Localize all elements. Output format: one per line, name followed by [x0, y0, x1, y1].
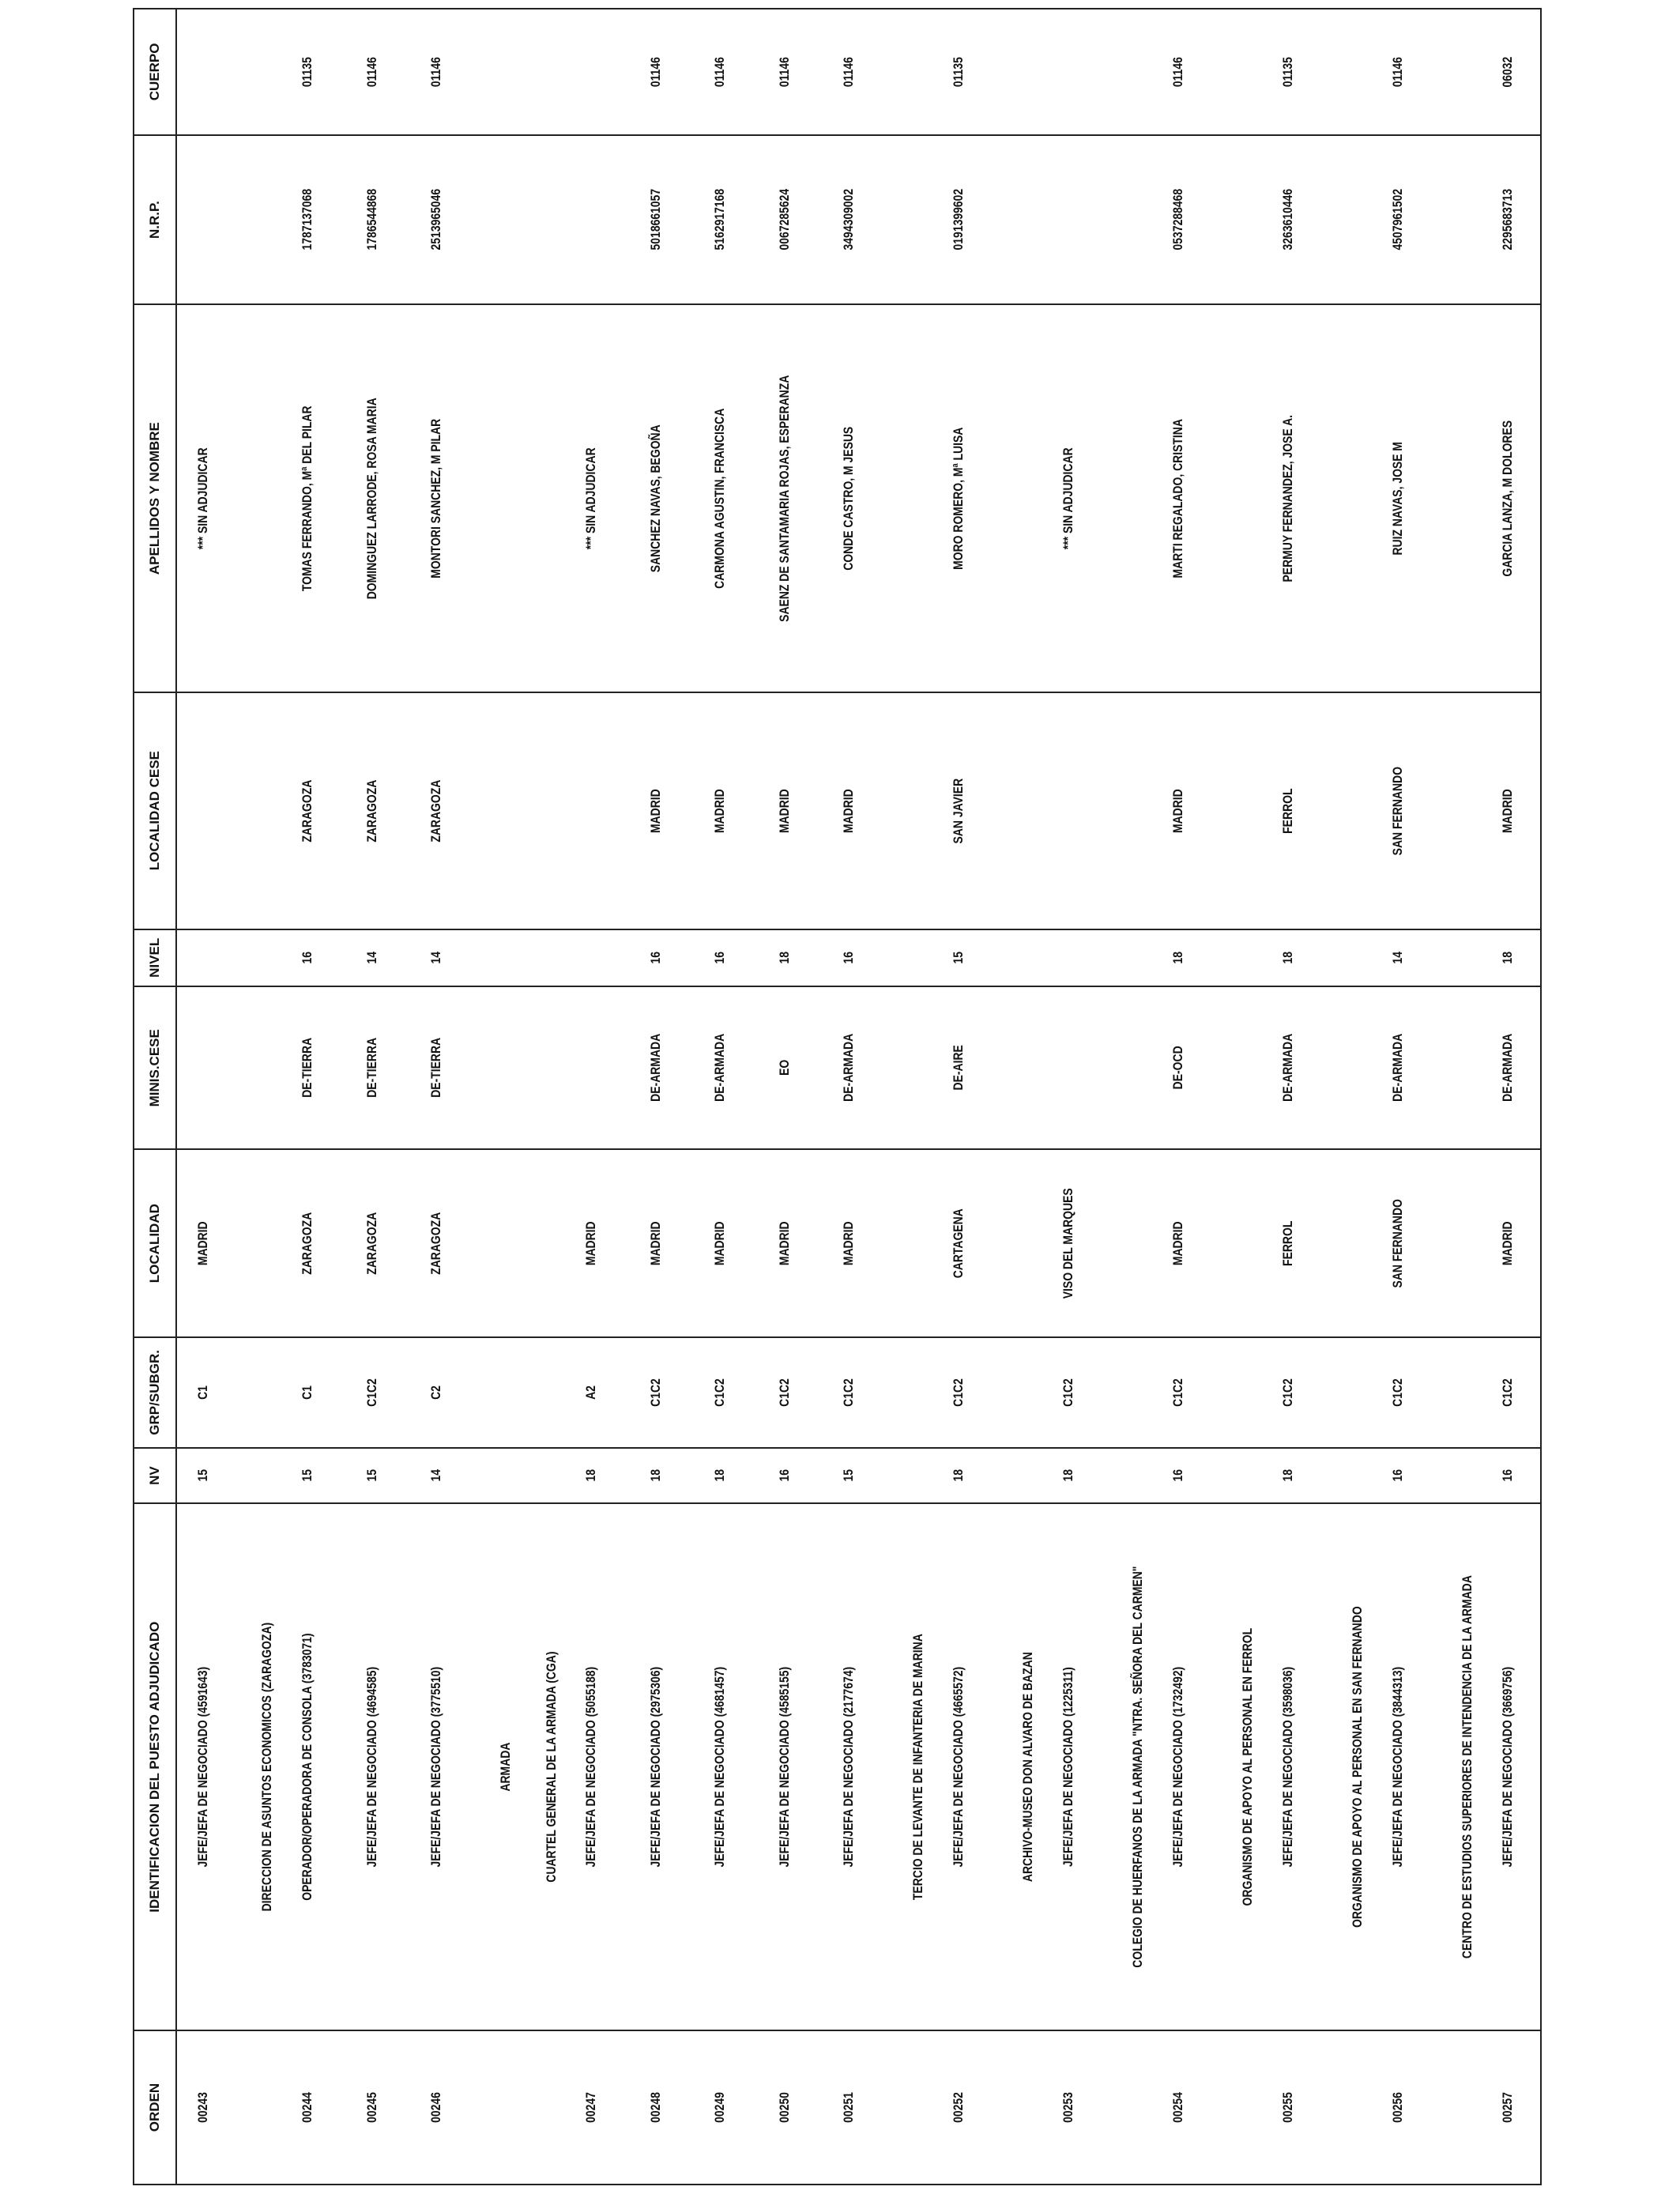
nv-cell: 18 — [1036, 1453, 1101, 1498]
orden-cell: 00256 — [1365, 2045, 1430, 2171]
localidad-cell: MADRID — [176, 1167, 230, 1321]
nrp-cell: 3494309002 — [817, 150, 882, 289]
cuerpo-cell — [176, 20, 230, 123]
nrp-cell — [176, 150, 230, 289]
localidad-cese-cell: FERROL — [1256, 714, 1320, 908]
header-localidad: LOCALIDAD — [134, 1149, 176, 1336]
grp-cell: C2 — [404, 1347, 469, 1438]
puesto-cell: JEFE/JEFA DE NEGOCIADO (2975306) — [623, 1551, 688, 1983]
nombre-cell: *** SIN ADJUDICAR — [176, 340, 230, 658]
grp-cell: C1C2 — [817, 1347, 882, 1438]
grp-cell: C1C2 — [623, 1347, 688, 1438]
org-label: COLEGIO DE HUERFANOS DE LA ARMADA "NTRA. SEÑORA DEL CARMEN" — [1101, 1551, 1146, 1983]
table-row — [688, 9, 753, 2185]
cuerpo-cell: 01135 — [275, 20, 340, 123]
nrp-cell — [559, 150, 624, 289]
puesto-cell: JEFE/JEFA DE NEGOCIADO (3669756) — [1475, 1551, 1541, 1983]
org-row — [230, 9, 275, 2185]
localidad-cese-cell: SAN FERNANDO — [1365, 714, 1430, 908]
table-row — [1256, 9, 1320, 2185]
nv-cell: 16 — [1365, 1453, 1430, 1498]
table-row — [623, 9, 688, 2185]
puesto-cell: JEFE/JEFA DE NEGOCIADO (4585155) — [752, 1551, 817, 1983]
org-row — [469, 9, 514, 2185]
orden-cell: 00244 — [275, 2045, 340, 2171]
org-row — [514, 9, 559, 2185]
nrp-cell: 1786544868 — [340, 150, 405, 289]
nivel-cell: 18 — [1146, 934, 1211, 982]
nivel-cell: 14 — [1365, 934, 1430, 982]
nivel-cell: 18 — [752, 934, 817, 982]
orden-cell: 00253 — [1036, 2045, 1101, 2171]
cuerpo-cell — [559, 20, 624, 123]
nrp-cell: 2513965046 — [404, 150, 469, 289]
nrp-cell: 0067285624 — [752, 150, 817, 289]
localidad-cell: ZARAGOZA — [404, 1167, 469, 1321]
minis-cell: DE-TIERRA — [404, 1001, 469, 1135]
orden-cell: 00257 — [1475, 2045, 1541, 2171]
header-localidad-cese: LOCALIDAD CESE — [134, 692, 176, 929]
nrp-cell: 4507961502 — [1365, 150, 1430, 289]
localidad-cell: ZARAGOZA — [340, 1167, 405, 1321]
header-row — [134, 9, 176, 2185]
minis-cell: DE-TIERRA — [340, 1001, 405, 1135]
rotated-page — [133, 8, 1542, 2185]
grp-cell: A2 — [559, 1347, 624, 1438]
nombre-cell: SANCHEZ NAVAS, BEGOÑA — [623, 340, 688, 658]
cuerpo-cell: 01135 — [926, 20, 991, 123]
puesto-cell: JEFE/JEFA DE NEGOCIADO (2177674) — [817, 1551, 882, 1983]
nv-cell: 15 — [817, 1453, 882, 1498]
nv-cell: 18 — [623, 1453, 688, 1498]
localidad-cell: VISO DEL MARQUES — [1036, 1167, 1101, 1321]
localidad-cese-cell: MADRID — [752, 714, 817, 908]
table-row — [926, 9, 991, 2185]
org-label: ORGANISMO DE APOYO AL PERSONAL EN SAN FERNANDO — [1320, 1551, 1365, 1983]
table-row — [1475, 9, 1541, 2185]
minis-cell — [1036, 1001, 1101, 1135]
cuerpo-cell: 01146 — [404, 20, 469, 123]
localidad-cese-cell — [559, 714, 624, 908]
nv-cell: 18 — [559, 1453, 624, 1498]
table-row — [1365, 9, 1430, 2185]
org-label: ARMADA — [469, 1551, 514, 1983]
localidad-cell: MADRID — [559, 1167, 624, 1321]
nombre-cell: *** SIN ADJUDICAR — [1036, 340, 1101, 658]
localidad-cell: MADRID — [623, 1167, 688, 1321]
orden-cell: 00251 — [817, 2045, 882, 2171]
localidad-cese-cell: ZARAGOZA — [275, 714, 340, 908]
nivel-cell: 14 — [404, 934, 469, 982]
localidad-cese-cell — [1036, 714, 1101, 908]
nivel-cell: 18 — [1475, 934, 1541, 982]
nombre-cell: RUIZ NAVAS, JOSE M — [1365, 340, 1430, 658]
minis-cell: DE-TIERRA — [275, 1001, 340, 1135]
orden-cell: 00255 — [1256, 2045, 1320, 2171]
nrp-cell: 2295683713 — [1475, 150, 1541, 289]
grp-cell: C1 — [176, 1347, 230, 1438]
localidad-cell: ZARAGOZA — [275, 1167, 340, 1321]
localidad-cese-cell: MADRID — [817, 714, 882, 908]
nv-cell: 16 — [1146, 1453, 1211, 1498]
puesto-cell: OPERADOR/OPERADORA DE CONSOLA (3783071) — [275, 1551, 340, 1983]
minis-cell: DE-ARMADA — [623, 1001, 688, 1135]
org-row — [1101, 9, 1146, 2185]
nivel-cell — [1036, 934, 1101, 982]
table-row — [1146, 9, 1211, 2185]
puesto-cell: JEFE/JEFA DE NEGOCIADO (3844313) — [1365, 1551, 1430, 1983]
nivel-cell — [559, 934, 624, 982]
nivel-cell: 15 — [926, 934, 991, 982]
puesto-cell: JEFE/JEFA DE NEGOCIADO (5055188) — [559, 1551, 624, 1983]
cuerpo-cell: 01146 — [340, 20, 405, 123]
cuerpo-cell: 01135 — [1256, 20, 1320, 123]
org-label: ARCHIVO-MUSEO DON ALVARO DE BAZAN — [991, 1551, 1036, 1983]
org-label: ORGANISMO DE APOYO AL PERSONAL EN FERROL — [1211, 1551, 1256, 1983]
localidad-cell: FERROL — [1256, 1167, 1320, 1321]
cuerpo-cell — [1036, 20, 1101, 123]
grp-cell: C1C2 — [1365, 1347, 1430, 1438]
nrp-cell: 1787137068 — [275, 150, 340, 289]
nrp-cell: 3263610446 — [1256, 150, 1320, 289]
grp-cell: C1C2 — [340, 1347, 405, 1438]
nrp-cell: 0537288468 — [1146, 150, 1211, 289]
table-row — [752, 9, 817, 2185]
localidad-cese-cell: MADRID — [1475, 714, 1541, 908]
nombre-cell: CARMONA AGUSTIN, FRANCISCA — [688, 340, 753, 658]
localidad-cese-cell: ZARAGOZA — [404, 714, 469, 908]
minis-cell: DE-ARMADA — [1475, 1001, 1541, 1135]
nv-cell: 18 — [926, 1453, 991, 1498]
orden-cell: 00249 — [688, 2045, 753, 2171]
org-label: TERCIO DE LEVANTE DE INFANTERIA DE MARINA — [881, 1551, 926, 1983]
puesto-cell: JEFE/JEFA DE NEGOCIADO (4681457) — [688, 1551, 753, 1983]
org-label: CENTRO DE ESTUDIOS SUPERIORES DE INTENDENCIA DE LA ARMADA — [1430, 1551, 1475, 1983]
nv-cell: 15 — [340, 1453, 405, 1498]
minis-cell — [559, 1001, 624, 1135]
org-row — [1430, 9, 1475, 2185]
minis-cell: DE-ARMADA — [688, 1001, 753, 1135]
puesto-cell: JEFE/JEFA DE NEGOCIADO (3775510) — [404, 1551, 469, 1983]
orden-cell: 00243 — [176, 2045, 230, 2171]
localidad-cell: MADRID — [817, 1167, 882, 1321]
puesto-cell: JEFE/JEFA DE NEGOCIADO (4694585) — [340, 1551, 405, 1983]
localidad-cell: SAN FERNANDO — [1365, 1167, 1430, 1321]
cuerpo-cell: 01146 — [688, 20, 753, 123]
grp-cell: C1C2 — [1146, 1347, 1211, 1438]
nv-cell: 14 — [404, 1453, 469, 1498]
cuerpo-cell: 01146 — [1146, 20, 1211, 123]
header-nv: NV — [134, 1448, 176, 1504]
localidad-cese-cell: MADRID — [1146, 714, 1211, 908]
org-row — [881, 9, 926, 2185]
localidad-cese-cell: SAN JAVIER — [926, 714, 991, 908]
header-nivel: NIVEL — [134, 929, 176, 987]
minis-cell: DE-AIRE — [926, 1001, 991, 1135]
nv-cell: 18 — [1256, 1453, 1320, 1498]
cuerpo-cell: 01146 — [817, 20, 882, 123]
grp-cell: C1C2 — [1256, 1347, 1320, 1438]
header-nrp: N.R.P. — [134, 135, 176, 305]
nv-cell: 18 — [688, 1453, 753, 1498]
cuerpo-cell: 01146 — [752, 20, 817, 123]
table-row — [176, 9, 230, 2185]
header-minis: MINIS.CESE — [134, 986, 176, 1149]
nivel-cell: 16 — [623, 934, 688, 982]
cuerpo-cell: 01146 — [623, 20, 688, 123]
nombre-cell: MARTI REGALADO, CRISTINA — [1146, 340, 1211, 658]
minis-cell: DE-ARMADA — [817, 1001, 882, 1135]
table-row — [559, 9, 624, 2185]
nivel-cell: 18 — [1256, 934, 1320, 982]
header-grp: GRP/SUBGR. — [134, 1337, 176, 1448]
orden-cell: 00245 — [340, 2045, 405, 2171]
nombre-cell: TOMAS FERRANDO, Mª DEL PILAR — [275, 340, 340, 658]
nrp-cell — [1036, 150, 1101, 289]
nombre-cell: GARCIA LANZA, M DOLORES — [1475, 340, 1541, 658]
localidad-cell: MADRID — [1475, 1167, 1541, 1321]
nombre-cell: MONTORI SANCHEZ, M PILAR — [404, 340, 469, 658]
nombre-cell: PERMUY FERNANDEZ, JOSE A. — [1256, 340, 1320, 658]
table-row — [404, 9, 469, 2185]
puesto-cell: JEFE/JEFA DE NEGOCIADO (4665572) — [926, 1551, 991, 1983]
orden-cell: 00252 — [926, 2045, 991, 2171]
nombre-cell: *** SIN ADJUDICAR — [559, 340, 624, 658]
nombre-cell: DOMINGUEZ LARRODE, ROSA MARIA — [340, 340, 405, 658]
grp-cell: C1C2 — [688, 1347, 753, 1438]
localidad-cell: CARTAGENA — [926, 1167, 991, 1321]
nombre-cell: MORO ROMERO, Mª LUISA — [926, 340, 991, 658]
nrp-cell: 0191399602 — [926, 150, 991, 289]
nombre-cell: SAENZ DE SANTAMARIA ROJAS, ESPERANZA — [752, 340, 817, 658]
header-cuerpo: CUERPO — [134, 9, 176, 135]
nv-cell: 15 — [176, 1453, 230, 1498]
puesto-cell: JEFE/JEFA DE NEGOCIADO (3598036) — [1256, 1551, 1320, 1983]
minis-cell: DE-OCD — [1146, 1001, 1211, 1135]
table-row — [1036, 9, 1101, 2185]
nombre-cell: CONDE CASTRO, M JESUS — [817, 340, 882, 658]
nivel-cell: 16 — [688, 934, 753, 982]
header-orden: ORDEN — [134, 2030, 176, 2185]
puesto-cell: JEFE/JEFA DE NEGOCIADO (1225311) — [1036, 1551, 1101, 1983]
localidad-cese-cell: MADRID — [623, 714, 688, 908]
minis-cell: EO — [752, 1001, 817, 1135]
localidad-cell: MADRID — [688, 1167, 753, 1321]
org-row — [1320, 9, 1365, 2185]
orden-cell: 00254 — [1146, 2045, 1211, 2171]
table-row — [817, 9, 882, 2185]
puesto-cell: JEFE/JEFA DE NEGOCIADO (1732492) — [1146, 1551, 1211, 1983]
table-row — [275, 9, 340, 2185]
orden-cell: 00246 — [404, 2045, 469, 2171]
nivel-cell: 16 — [817, 934, 882, 982]
org-label: CUARTEL GENERAL DE LA ARMADA (CGA) — [514, 1551, 559, 1983]
grp-cell: C1C2 — [926, 1347, 991, 1438]
nv-cell: 16 — [752, 1453, 817, 1498]
orden-cell: 00248 — [623, 2045, 688, 2171]
nv-cell: 15 — [275, 1453, 340, 1498]
nrp-cell: 5018661057 — [623, 150, 688, 289]
org-label: DIRECCION DE ASUNTOS ECONOMICOS (ZARAGOZA) — [230, 1551, 275, 1983]
grp-cell: C1C2 — [1036, 1347, 1101, 1438]
org-row — [1211, 9, 1256, 2185]
grp-cell: C1 — [275, 1347, 340, 1438]
orden-cell: 00250 — [752, 2045, 817, 2171]
header-apellidos: APELLIDOS Y NOMBRE — [134, 304, 176, 692]
nrp-cell: 5162917168 — [688, 150, 753, 289]
cuerpo-cell: 01146 — [1365, 20, 1430, 123]
grp-cell: C1C2 — [1475, 1347, 1541, 1438]
localidad-cell: MADRID — [752, 1167, 817, 1321]
localidad-cese-cell — [176, 714, 230, 908]
nivel-cell: 14 — [340, 934, 405, 982]
minis-cell — [176, 1001, 230, 1135]
adjudication-table — [133, 8, 1542, 2185]
grp-cell: C1C2 — [752, 1347, 817, 1438]
orden-cell: 00247 — [559, 2045, 624, 2171]
org-row — [991, 9, 1036, 2185]
nivel-cell — [176, 934, 230, 982]
puesto-cell: JEFE/JEFA DE NEGOCIADO (4591643) — [176, 1551, 230, 1983]
nivel-cell: 16 — [275, 934, 340, 982]
localidad-cese-cell: ZARAGOZA — [340, 714, 405, 908]
minis-cell: DE-ARMADA — [1256, 1001, 1320, 1135]
minis-cell: DE-ARMADA — [1365, 1001, 1430, 1135]
nv-cell: 16 — [1475, 1453, 1541, 1498]
cuerpo-cell: 06032 — [1475, 20, 1541, 123]
table-row — [340, 9, 405, 2185]
localidad-cese-cell: MADRID — [688, 714, 753, 908]
localidad-cell: MADRID — [1146, 1167, 1211, 1321]
header-identificacion: IDENTIFICACION DEL PUESTO ADJUDICADO — [134, 1503, 176, 2030]
